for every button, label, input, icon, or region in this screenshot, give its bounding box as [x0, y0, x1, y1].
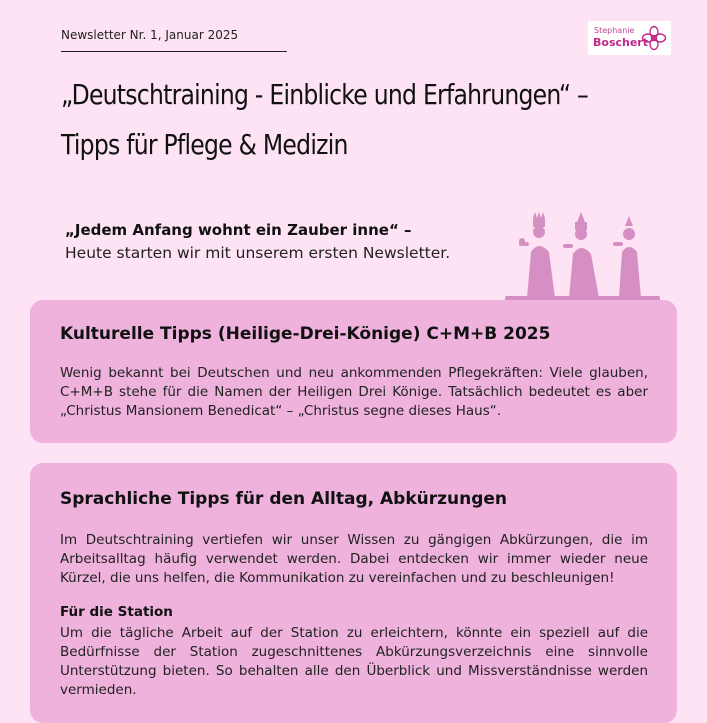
intro-quote: „Jedem Anfang wohnt ein Zauber inne“ – — [65, 221, 412, 239]
culture-tips-card — [30, 300, 677, 443]
logo-first-name: Stephanie — [594, 26, 635, 35]
brand-logo — [588, 21, 671, 55]
title-line-2: Tipps für Pflege & Medizin — [61, 128, 348, 161]
culture-tips-heading: Kulturelle Tipps (Heilige-Drei-Könige) C+M+B 2025 — [60, 324, 551, 344]
page-title — [61, 70, 661, 170]
issue-line: Newsletter Nr. 1, Januar 2025 — [61, 28, 239, 42]
language-tips-card — [30, 463, 677, 723]
language-tips-body: Im Deutschtraining vertiefen wir unser Wissen zu gängigen Abkürzungen, die im Arbeitsalltag häufig verwendet werden. Dabei entdecken wir immer wieder neue Kürzel, die uns helfen, die Kommunikation zu vereinfachen und zu beschleunigen! — [60, 532, 648, 586]
station-body: Um die tägliche Arbeit auf der Station zu erleichtern, könnte ein speziell auf die Bedürfnisse der Station zugeschnittenes Abkürzungsverzeichnis eine sinnvolle Unterstützung bieten. So behalten alle den Überblick und Missverständnisse werden vermieden. — [60, 625, 648, 698]
three-kings-illustration — [505, 212, 660, 302]
intro-text: Heute starten wir mit unserem ersten Newsletter. — [65, 244, 451, 262]
station-subheading: Für die Station — [60, 604, 173, 620]
logo-last-name: Boschert — [593, 36, 648, 49]
issue-underline — [61, 51, 287, 52]
title-line-1: „Deutschtraining - Einblicke und Erfahrungen“ – — [61, 78, 588, 111]
logo-flower-icon — [641, 25, 667, 51]
culture-tips-body: Wenig bekannt bei Deutschen und neu ankommenden Pflegekräften: Viele glauben, C+M+B stehe für die Namen der Heiligen Drei Könige. Tatsächlich bedeutet es aber „Christus Mansionem Benedicat“ – „Christus segne dieses Haus“. — [60, 365, 648, 419]
language-tips-heading: Sprachliche Tipps für den Alltag, Abkürzungen — [60, 489, 508, 509]
